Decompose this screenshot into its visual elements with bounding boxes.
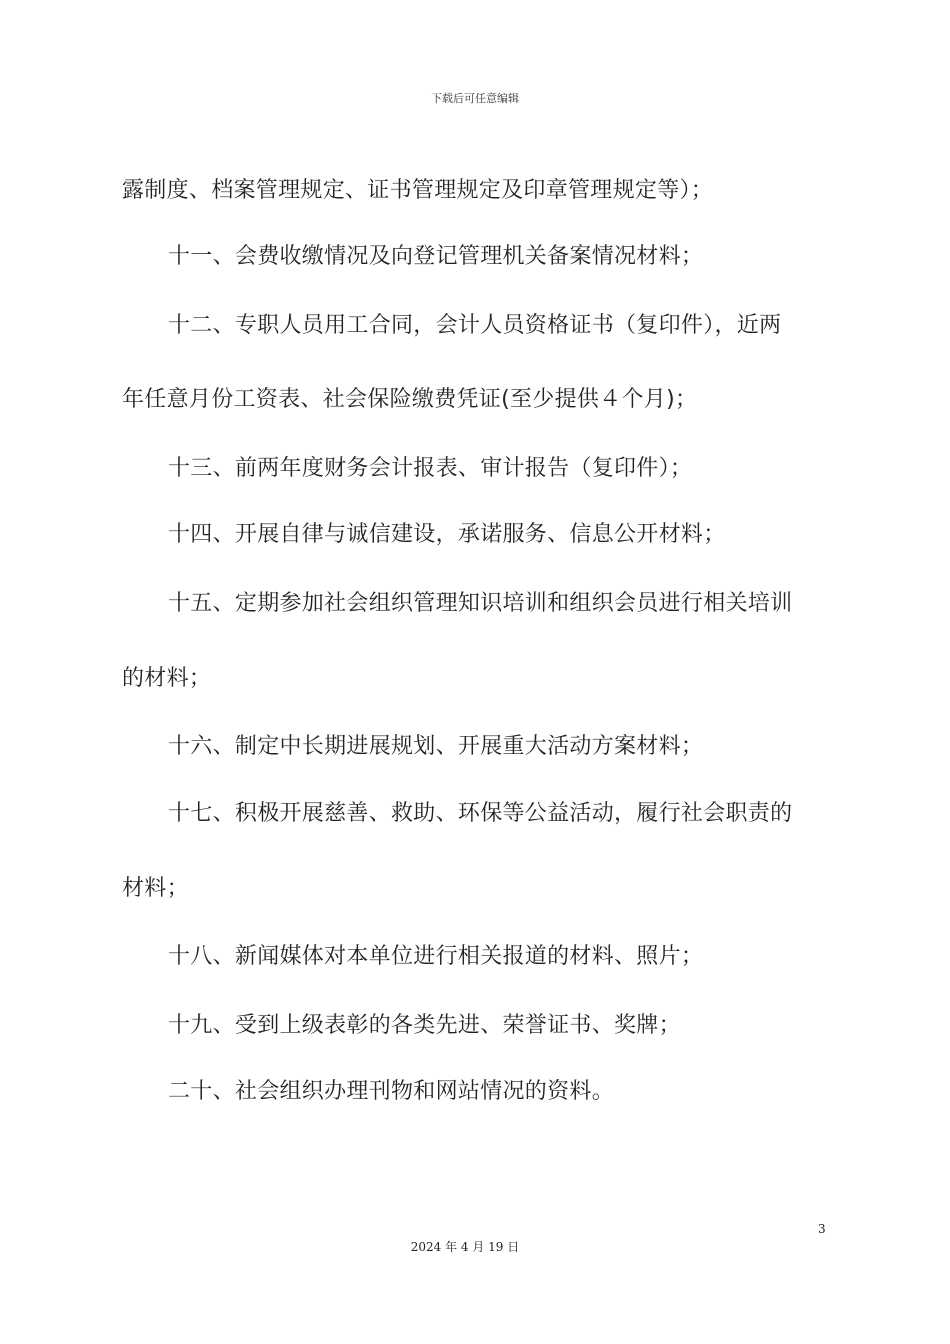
list-item-20: 二十、社会组织办理刊物和网站情况的资料。 (168, 1079, 615, 1104)
list-item-14: 十四、开展自律与诚信建设，承诺服务、信息公开材料； (168, 522, 726, 547)
page-number: 3 (818, 1222, 826, 1236)
text-line: 材料； (122, 876, 189, 901)
list-item-19: 十九、受到上级表彰的各类先进、荣誉证书、奖牌； (168, 1013, 681, 1038)
footer-date: 2024 年 4 月 19 日 (410, 1240, 520, 1254)
text-line: 的材料； (122, 666, 212, 691)
list-item-16: 十六、制定中长期进展规划、开展重大活动方案材料； (168, 734, 704, 759)
text-line: 年任意月份工资表、社会保险缴费凭证(至少提供４个月)； (122, 387, 698, 412)
list-item-13: 十三、前两年度财务会计报表、审计报告（复印件）； (168, 456, 693, 481)
list-item-11: 十一、会费收缴情况及向登记管理机关备案情况材料； (168, 244, 704, 269)
list-item-17: 十七、积极开展慈善、救助、环保等公益活动，履行社会职责的 (168, 801, 793, 826)
list-item-18: 十八、新闻媒体对本单位进行相关报道的材料、照片； (168, 944, 704, 969)
page-header: 下载后可任意编辑 (431, 92, 519, 105)
text-line: 露制度、档案管理规定、证书管理规定及印章管理规定等）； (122, 178, 714, 203)
list-item-15: 十五、定期参加社会组织管理知识培训和组织会员进行相关培训 (168, 591, 793, 616)
list-item-12: 十二、专职人员用工合同，会计人员资格证书（复印件），近两 (168, 313, 782, 338)
